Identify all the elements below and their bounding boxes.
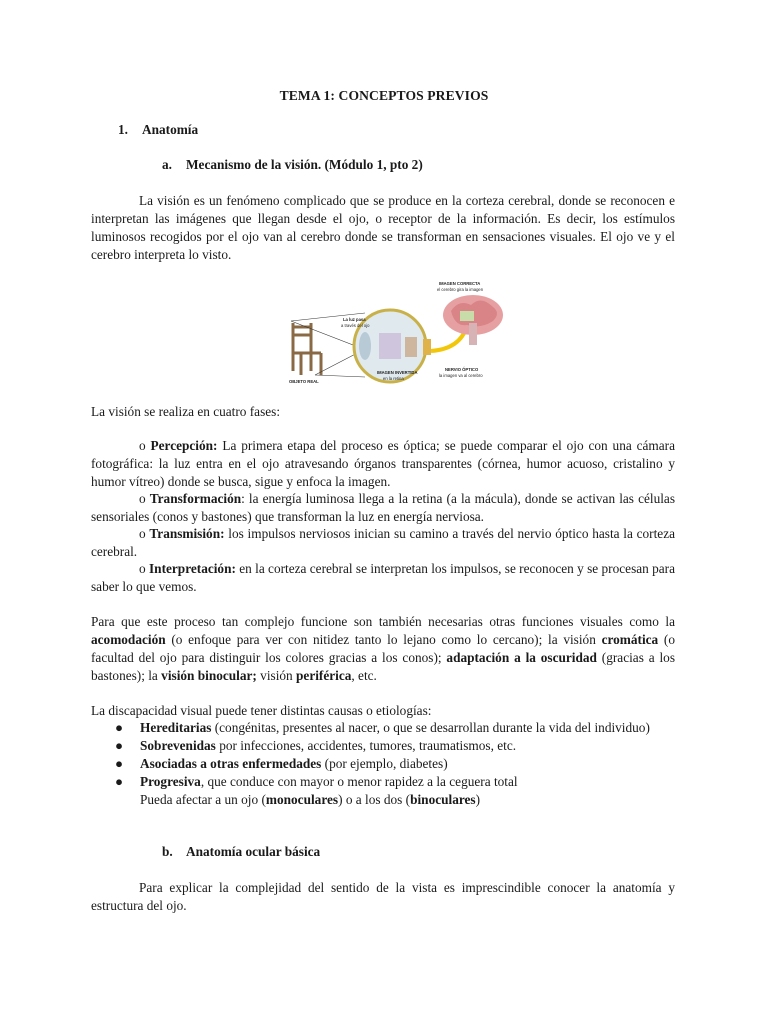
phase-term: Interpretación: (149, 561, 236, 576)
bold-term: monoculares (265, 792, 339, 807)
closing-paragraph: Para explicar la complejidad del sentido de la vista es imprescindible conocer la anatomía y estructura del ojo. (91, 880, 675, 913)
phase-item (91, 490, 675, 526)
phase-item (91, 560, 675, 596)
label-nerve-sub: la imagen va al cerebro (439, 373, 483, 378)
text-run: (o enfoque para ver con nitidez tanto lo lejano como lo cercano); la visión (165, 632, 602, 647)
bold-term: Sobrevenidas (140, 738, 216, 753)
text-run: , etc. (351, 668, 377, 683)
bold-term: Hereditarias (140, 720, 212, 735)
text-run: (por ejemplo, diabetes) (321, 756, 448, 771)
text-run: (o facultad del ojo para distinguir los colores gracias a los conos); (91, 632, 675, 665)
list-item (115, 755, 675, 773)
phase-item (91, 437, 675, 491)
phase-term: Percepción: (150, 438, 218, 453)
label-nerve: NERVIO ÓPTICO (445, 367, 479, 372)
causes-intro: La discapacidad visual puede tener distintas causas o etiologías: (91, 703, 432, 718)
phase-marker: o (139, 491, 146, 506)
label-correct-sub: el cerebro gira la imagen (437, 287, 484, 292)
phase-text: los impulsos nerviosos inician su camino a través del nervio óptico hasta la corteza cerebral. (91, 526, 675, 559)
bold-term: visión binocular; (161, 668, 257, 683)
causes-list (115, 719, 675, 809)
phase-term: Transmisión: (149, 526, 225, 541)
vision-diagram (255, 271, 513, 397)
bold-term: Progresiva (140, 774, 201, 789)
bold-term: Asociadas a otras enfermedades (140, 756, 322, 771)
phase-marker: o (139, 526, 146, 541)
text-run: , que conduce con mayor o menor rapidez a la ceguera total (200, 774, 518, 789)
text-run: Para que este proceso tan complejo funcione son también necesarias otras funciones visuales como la (91, 614, 675, 629)
list-item (115, 737, 675, 755)
optic-nerve-shape (423, 339, 431, 355)
phase-item (91, 525, 675, 561)
label-object: OBJETO REAL (289, 379, 319, 384)
intro-paragraph: La visión es un fenómeno complicado que se produce en la corteza cerebral, donde se reconocen e interpretan las imágenes que llegan desde el ojo, o receptor de la información. Es decir, los estímulos luminosos recogidos por el ojo van al cerebro donde se transforman en sensaciones visuales. El ojo ve y el cerebro interpreta lo visto. (91, 193, 675, 262)
section-number: 1. (118, 122, 128, 137)
bold-term: acomodación (91, 632, 166, 647)
phase-marker: o (139, 438, 146, 453)
bullet-icon: ● (115, 738, 124, 753)
list-item (115, 719, 675, 737)
phase-term: Transformación (149, 491, 242, 506)
label-light-sub: a través del ojo (341, 323, 370, 328)
section-label: Anatomía (142, 122, 199, 137)
text-run: (gracias a los bastones); la (91, 650, 675, 683)
label-correct: IMAGEN CORRECTA (439, 281, 481, 286)
list-item (115, 773, 675, 791)
bold-term: binoculares (410, 792, 476, 807)
label-inverted-sub: en la retina (383, 376, 404, 381)
subsection-heading-mecanismo (162, 157, 423, 173)
text-run: visión (256, 668, 297, 683)
text-run: ) o a los dos ( (338, 792, 411, 807)
phase-marker: o (139, 561, 146, 576)
phase-text: : la energía luminosa llega a la retina (a la mácula), donde se activan las células sensoriales (conos y bastones) que transforman la luz en energía nerviosa. (91, 491, 675, 524)
bullet-icon: ● (115, 774, 124, 789)
vision-mechanism-figure (255, 271, 513, 397)
bold-term: adaptación a la oscuridad (446, 650, 597, 665)
functions-paragraph (91, 613, 675, 685)
section-heading-anatomia (118, 122, 198, 138)
text-run: por infecciones, accidentes, tumores, traumatismos, etc. (215, 738, 517, 753)
subsection-letter: a. (162, 157, 172, 172)
bold-term: cromática (601, 632, 659, 647)
text-run: Pueda afectar a un ojo ( (140, 792, 266, 807)
phase-text: La primera etapa del proceso es óptica; se puede comparar el ojo con una cámara fotográfica: la luz entra en el ojo atravesando órganos transparentes (córnea, humor acuoso, cristalino y humor vítreo) donde se busca, sigue y enfoca la imagen. (91, 438, 675, 489)
subsection-label: Anatomía ocular básica (186, 844, 321, 859)
subsection-letter: b. (162, 844, 173, 859)
label-light: La luz pasa (343, 317, 366, 322)
document-title: TEMA 1: CONCEPTOS PREVIOS (279, 88, 489, 103)
label-inverted: IMAGEN INVERTIDA (377, 370, 418, 375)
bullet-icon: ● (115, 720, 124, 735)
text-run: ) (475, 792, 481, 807)
affect-line (115, 791, 675, 809)
text-run: (congénitas, presentes al nacer, o que se desarrollan durante la vida del individuo) (211, 720, 650, 735)
bullet-icon: ● (115, 756, 124, 771)
phase-text: en la corteza cerebral se interpretan los impulsos, se reconocen y se procesan para saber lo que vemos. (91, 561, 676, 594)
subsection-label: Mecanismo de la visión. (Módulo 1, pto 2) (186, 157, 423, 172)
subsection-heading-anatomia-ocular (162, 844, 320, 860)
phases-intro: La visión se realiza en cuatro fases: (91, 404, 281, 419)
bold-term: periférica (296, 668, 352, 683)
